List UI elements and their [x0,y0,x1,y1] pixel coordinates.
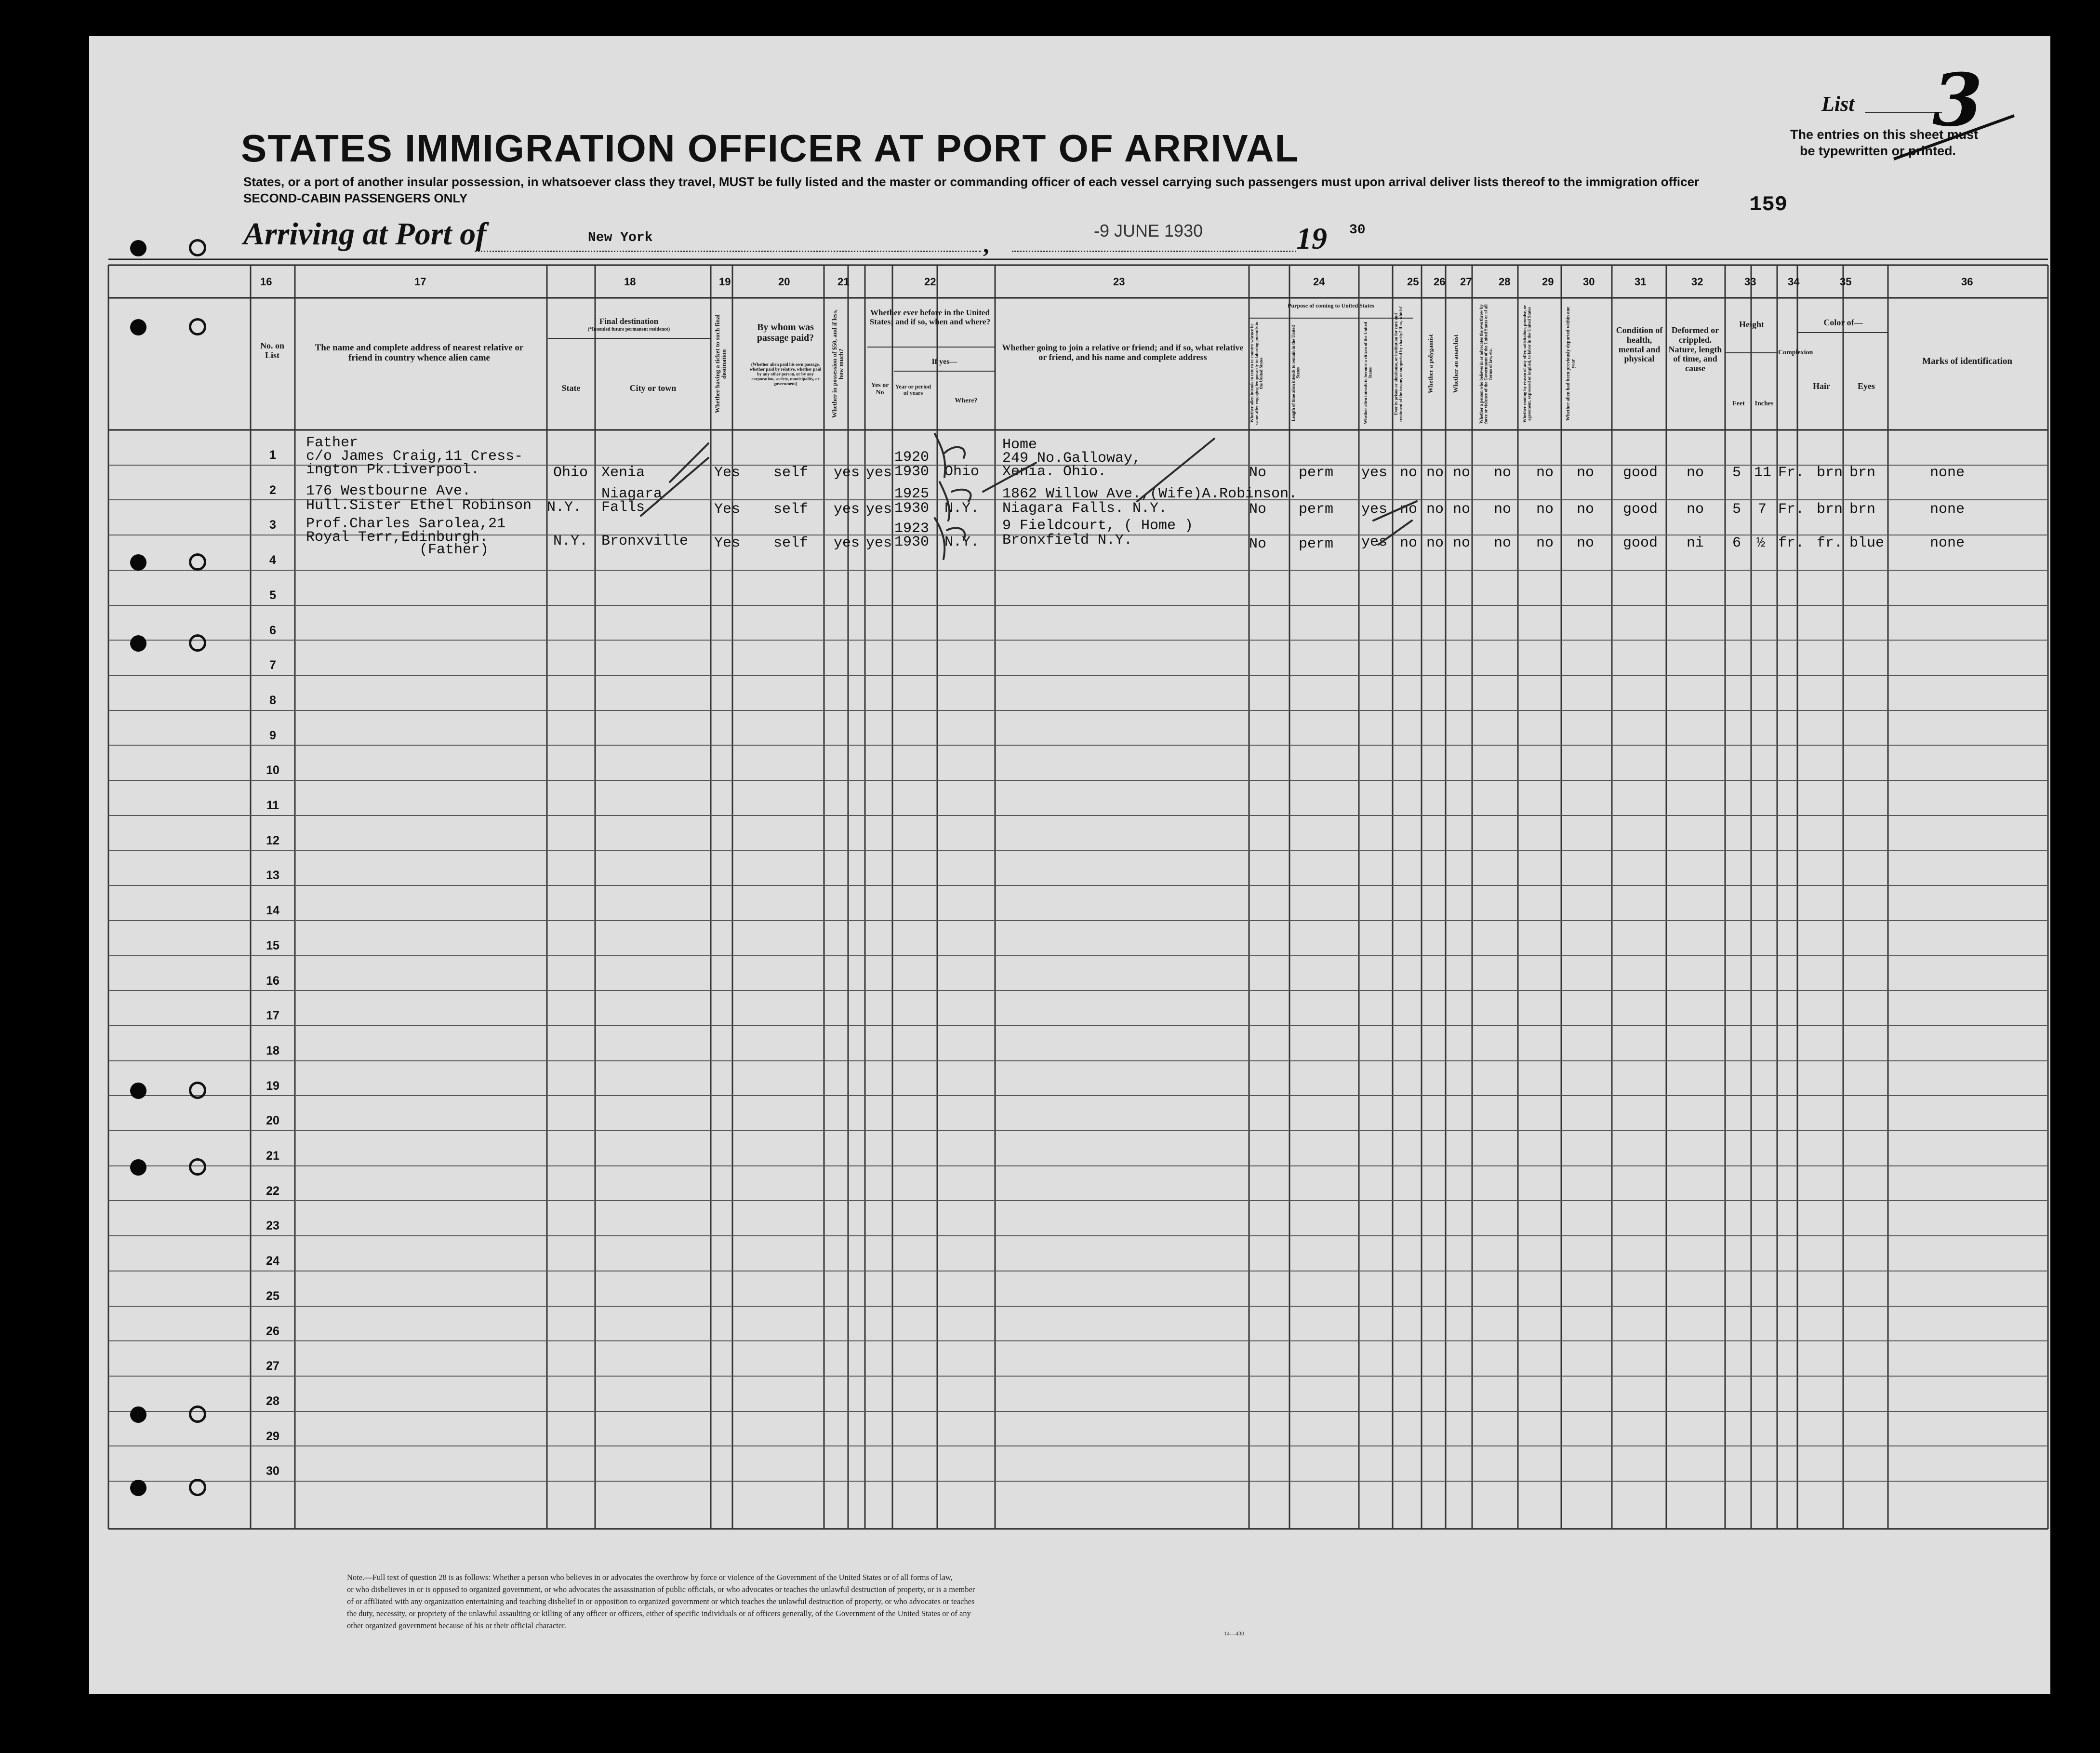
row3-polygamist: no [1426,535,1444,551]
row2-purpose-return: No [1249,501,1267,518]
row1-purpose-citizen: yes [1361,465,1388,481]
header-state: State [561,383,581,393]
row2-join-line1: 1862 Willow Ave.,(Wife)A.Robinson. [1002,486,1298,502]
row3-prison: no [1400,535,1418,551]
row3-state: N.Y. [553,533,588,549]
row1-complexion: Fr. [1778,465,1805,481]
row1-marks: none [1930,465,1965,481]
row-number: 19 [266,1079,279,1093]
row-number: 25 [266,1289,279,1303]
row1-join-line1: Home [1002,437,1037,453]
row3-where: N.Y. [944,534,980,550]
row1-q29: no [1536,465,1554,481]
row-number: 12 [266,834,279,847]
row3-years-from: 1923 [894,521,930,537]
row3-relative-line2: Royal Terr,Edinburgh. [306,529,489,546]
row3-paid-by: self [773,535,809,551]
row1-ticket: Yes [714,465,741,481]
row3-feet: 6 [1732,535,1741,551]
header-inches: Inches [1754,400,1774,407]
row1-prison: no [1400,465,1418,481]
row3-deformed: ni [1687,535,1704,551]
row-number: 11 [266,799,279,812]
row2-health: good [1623,501,1658,518]
header-q29: Whether coming by reason of any offer, solicitation, promise, or agreement, expressed or implied, to labor in the United States [1522,305,1532,423]
row2-relative-line2: Hull.Sister Ethel Robinson [306,497,532,514]
list-label: List [1821,92,1855,116]
row-number: 26 [266,1325,279,1338]
row3-relative-line1: Prof.Charles Sarolea,21 [306,516,506,532]
date-stamp: -9 JUNE 1930 [1094,221,1203,241]
header-polygamist: Whether a polygamist [1427,334,1434,394]
row-number: 8 [269,694,276,707]
header-city: City or town [629,383,677,393]
row3-purpose-return: No [1249,536,1267,552]
header-q30: Whether alien had been previously deported within one year [1566,307,1576,421]
row1-hair: brn [1817,465,1843,481]
row-number: 16 [266,974,279,988]
footer-note [347,1571,975,1632]
instructions-text: States, or a port of another insular possession, in whatsoever class they travel, MUST be fully listed and the master or commanding officer of each vessel carrying such passengers must upon arrival deliver lists thereof to the immigration officer [243,174,1700,189]
row2-eyes: brn [1849,501,1876,518]
row2-years-from: 1925 [894,486,930,502]
col-num-17: 17 [414,276,426,288]
row3-before-yes-no: yes [866,535,892,551]
row1-join-line3: Xenia. Ohio. [1002,464,1107,480]
row-number: 17 [266,1009,279,1022]
row-number: 15 [266,939,279,952]
header-paid-by: By whom was passage paid? [757,322,814,343]
col-num-28: 28 [1499,276,1511,288]
col-num-27: 27 [1460,276,1472,288]
header-year-period: Year or period of years [895,383,931,397]
row2-state: N.Y. [547,499,582,516]
header-fifty-dollars: Whether in possession of $50, and if less, how much? [831,309,845,418]
typewritten-note-2: be typewritten or printed. [1800,144,1956,158]
row3-q30: no [1577,535,1595,551]
row3-marks: none [1930,535,1965,551]
row2-prison: no [1400,501,1418,518]
row-number: 2 [269,483,276,497]
row2-q29: no [1536,501,1554,518]
row3-purpose-length: perm [1299,536,1334,552]
row3-fifty-dollars: yes [834,535,860,551]
row3-inches: ½ [1756,535,1766,551]
row-number: 13 [266,869,279,882]
row3-city: Bronxville [601,533,689,549]
header-nearest-relative: The name and complete address of nearest relative or friend in country whence alien came [315,343,524,363]
row2-q28: no [1494,501,1512,518]
row-number: 29 [266,1430,279,1443]
header-color-of: Color of— [1823,318,1863,327]
header-yes-or-no: Yes or No [871,382,889,397]
row2-fifty-dollars: yes [834,501,860,518]
row-number: 14 [266,904,279,917]
col-num-19: 19 [719,276,731,288]
header-purpose-return: Whether alien intends to return to country whence he came after engaging temporarily in laboring pursuits in the United States [1249,321,1263,425]
header-purpose-length: Length of time alien intends to remain in the United States [1291,325,1301,421]
row3-health: good [1623,535,1658,551]
footer-note-line3: of or affiliated with any organization entertaining and teaching disbelief in or opposition to organized government or which teaches the unlawful destruction of property, or who advocates or teaches [347,1597,975,1606]
typewritten-note-1: The entries on this sheet must [1790,127,1979,142]
row-number: 20 [266,1114,279,1127]
col-num-24: 24 [1313,276,1325,288]
row-number: 27 [266,1359,279,1373]
row-number: 5 [269,589,276,602]
year-suffix: 30 [1349,223,1366,238]
footer-note-line5: other organized government because of his or their official character. [347,1621,566,1630]
col-num-21: 21 [837,276,850,288]
row2-ticket: Yes [714,501,741,518]
header-joining-relative: Whether going to join a relative or friend; and if so, what relative or friend, and his name and complete address [1002,343,1244,362]
page-title: STATES IMMIGRATION OFFICER AT PORT OF ARRIVAL [241,127,1300,170]
header-ticket: Whether having a ticket to such final destination [714,314,728,414]
row1-anarchist: no [1453,465,1471,481]
header-if-yes: If yes— [931,358,957,366]
col-num-33: 33 [1744,276,1756,288]
row1-before-yes-no: yes [866,465,892,481]
port-value: New York [588,230,653,245]
row-number: 18 [266,1044,279,1057]
row2-marks: none [1930,501,1965,518]
row1-paid-by: self [773,465,809,481]
row1-inches: 11 [1754,465,1772,481]
row1-fifty-dollars: yes [834,465,860,481]
row-number: 28 [266,1394,279,1408]
row2-q30: no [1577,501,1595,518]
row1-purpose-return: No [1249,465,1267,481]
row2-anarchist: no [1453,501,1471,518]
row-number: 9 [269,729,276,742]
row1-relative-line3: ington Pk.Liverpool. [306,462,480,478]
header-before-in-us: Whether ever before in the United States; and if so, when and where? [869,308,991,326]
row2-join-line2: Niagara Falls. N.Y. [1002,500,1168,517]
row2-where: N.Y. [944,500,980,517]
header-hair: Hair [1813,381,1830,391]
row2-inches: 7 [1758,501,1767,518]
col-num-22: 22 [924,276,936,288]
row2-city-line1: Niagara [601,486,663,502]
row2-feet: 5 [1732,501,1741,518]
col-num-20: 20 [778,276,790,288]
col-num-30: 30 [1583,276,1595,288]
header-health: Condition of health, mental and physical [1616,325,1663,364]
row2-years-to: 1930 [894,500,930,517]
row1-polygamist: no [1426,465,1444,481]
header-purpose: Purpose of coming to United States [1288,302,1374,309]
col-num-26: 26 [1434,276,1446,288]
row1-q30: no [1577,465,1595,481]
row3-anarchist: no [1453,535,1471,551]
header-height: Height [1739,320,1764,329]
row1-relative-line1: Father [306,435,359,451]
row1-years-from: 1920 [894,449,930,466]
row3-q28: no [1494,535,1512,551]
row3-hair: fr. [1817,535,1843,551]
col-num-23: 23 [1113,276,1125,288]
header-marks: Marks of identification [1922,356,2012,366]
row2-polygamist: no [1426,501,1444,518]
row-number: 30 [266,1464,279,1478]
row1-q28: no [1494,465,1512,481]
header-prison: Ever in prison or almshouse, or institution for care and treatment of the insane, or supported by charity? If so, which? [1394,306,1403,422]
row1-years-to: 1930 [894,464,930,480]
row3-eyes: blue [1849,535,1885,551]
header-feet: Feet [1732,400,1745,407]
header-q28: Whether a person who believes in or advocates the overthrow by force or violence of the Government of the United States or of all forms of law, etc. [1479,304,1493,424]
header-final-destination-note: (*Intended future permanent residence) [587,327,670,332]
arriving-label: Arriving at Port of [243,216,487,252]
header-no-on-list: No. on List [260,341,284,360]
row2-deformed: no [1687,501,1704,518]
row2-purpose-length: perm [1299,501,1334,518]
row2-complexion: Fr. [1778,501,1805,518]
row1-join-line2: 249 No.Galloway, [1002,450,1142,467]
col-num-29: 29 [1542,276,1554,288]
footer-note-line1: Note.—Full text of question 28 is as follows: Whether a person who believes in or advocates the overthrow by force or violence of the Government of the United States or of all forms of law, [347,1573,953,1582]
col-num-35: 35 [1840,276,1852,288]
header-deformed: Deformed or crippled. Nature, length of time, and cause [1668,325,1722,374]
row1-feet: 5 [1732,465,1741,481]
row2-city: Falls [601,499,645,516]
cabin-class-label: SECOND-CABIN PASSENGERS ONLY [243,191,468,205]
row-number: 24 [266,1254,279,1268]
row-number: 4 [269,553,276,567]
row1-deformed: no [1687,465,1704,481]
row-number: 1 [269,448,276,462]
footer-note-line4: the duty, necessity, or propriety of the unlawful assaulting or killing of any officer or officers, either of specific individuals or of officers generally, of the Government of the United States or of any [347,1609,971,1618]
row3-q29: no [1536,535,1554,551]
row3-ticket: Yes [714,535,741,551]
col-num-34: 34 [1788,276,1800,288]
header-eyes: Eyes [1858,381,1875,391]
row1-purpose-length: perm [1299,465,1334,481]
row2-relative-line1: 176 Westbourne Ave. [306,483,471,499]
row1-city: Xenia [601,465,645,481]
header-complexion: Complexion [1778,349,1813,356]
row-number: 22 [266,1184,279,1198]
col-num-31: 31 [1635,276,1647,288]
row2-hair: brn [1817,501,1843,518]
row-number: 23 [266,1219,279,1232]
row1-where: Ohio [944,464,980,480]
row-number: 10 [266,763,279,777]
row3-join-line2: Bronxfield N.Y. [1002,532,1133,549]
row3-purpose-citizen: yes [1361,534,1388,550]
row3-years-to: 1930 [894,534,930,550]
row1-health: good [1623,465,1658,481]
row2-before-yes-no: yes [866,501,892,518]
row-number: 6 [269,624,276,637]
page-number: 159 [1749,193,1788,217]
row3-complexion: fr. [1778,535,1805,551]
row2-paid-by: self [773,501,809,518]
row-number: 3 [269,518,276,532]
year-prefix: 19 [1296,221,1327,255]
header-where: Where? [955,397,978,404]
form-number: 14—430 [1224,1630,1244,1637]
footer-note-line2: or who disbelieves in or is opposed to organized government, or who advocates the assassination of public officials, or who advocates or teaches the unlawful destruction of property, or is a member [347,1585,975,1594]
header-final-destination: Final destination [599,317,659,326]
row1-relative-line2: c/o James Craig,11 Cress- [306,448,523,465]
row3-join-line1: 9 Fieldcourt, ( Home ) [1002,518,1194,534]
row-number: 7 [269,658,276,672]
document-scan: STATES IMMIGRATION OFFICER AT PORT OF ARRIVAL States, or a port of another insular possession, in whatsoever class they travel, MUST be fully listed and the master or commanding officer of each vessel carrying such passengers must upon arrival deliver lists thereof to the immigration officer SECOND-CABIN PASSENGERS ONLY List 3 The entries on this sheet must be typewritten or printed. 159 Arriving at Port of New York , -9 JUNE 1930 19 30 16 17 18 19 20 21 22 23 24 25 26 27 28 29 30 31 32 33 34 35 36 No. on List The name and complete address of nearest relative or friend in country whence alien came Final destination (*Intended future permanent residence) State City or town Whether having a ticket to such final destination By whom was passage paid? (Whether alien paid his own passage, whether paid by relative, whether paid by any other person, or by any corporation, society, municipality, or government) Whether in possession of $50, and if less, how much? Whether ever before in the United States; and if so, when and where? Yes or No If yes— Year or period of years Where? Whether going to join a relative or friend; and if so, what relative or friend, and his name and complete address Purpose of coming to United States Whether alien intends to return to country whence he came after engaging temporarily in laboring pursuits in the United States Length of time alien intends to remain in the United States Whether alien intends to become a citizen of the United States Ever in prison or almshouse, or institution for care and treatment of the insane, or supported by charity? If so, which? Whether a polygamist Whether an anarchist Whether a person who believes in or advocates the overthrow by force or violence of the Government of the United States or of all forms of law, etc. Whether coming by reason of any offer, solicitation, promise, or agreement, expressed or implied, to labor in the United States Whether alien had been previously deported within one year Condition of health, mental and physical Deformed or crippled. Nature, length of time, and cause Height Feet Inches Complexion Color of— Hair Eyes Marks of identification 1 2 3 4 5 6 7 8 9 10 11 12 13 14 15 16 17 18 19 20 21 22 23 24 25 26 27 28 29 30 Father c/o James Craig,11 Cress- ington Pk.Liverpool. Ohio Xenia Yes self yes yes 1920 1930 Ohio Home 249 No.Galloway, Xenia. Ohio. No perm yes no no no no no no good no 5 11 Fr. brn brn none 176 Westbourne Ave. Hull.Sister Ethel Robinson N.Y. Niagara Falls Yes self yes yes 1925 1930 N.Y. 1862 Willow Ave.,(Wife)A.Robinson. Niagara Falls. N.Y. No perm yes no no no no no no good no 5 7 Fr. brn brn none Prof.Charles Sarolea,21 Royal Terr,Edinburgh. (Father) N.Y. Bronxville Yes self yes yes 1923 1930 N.Y. 9 Fieldcourt, ( Home ) Bronxfield N.Y. No perm yes no no no no no no good ni 6 ½ fr. fr. blue none Note.—Full text of question 28 is as follows: Whether a person who believes in or advocates the overthrow by force or violence of the Government of the United States or of all forms of law, or who disbelieves in or is opposed to organized government, or who advocates the assassination of public officials, or who advocates or teaches the unlawful destruction of property, or is a member of or affiliated with any organization entertaining and teaching disbelief in or opposition to organized government or which teaches the unlawful destruction of property, or who advocates or teaches the duty, necessity, or propriety of the unlawful assaulting or killing of any officer or officers, either of specific individuals or of officers generally, of the Government of the United States or of any other organized government because of his or their official character. 14—430 [0,0,2100,1753]
col-num-32: 32 [1691,276,1703,288]
header-purpose-citizen: Whether alien intends to become a citizen of the United States [1363,321,1373,425]
header-anarchist: Whether an anarchist [1452,335,1459,393]
col-num-18: 18 [624,276,636,288]
col-num-36: 36 [1961,276,1973,288]
list-number: 3 [1932,58,1983,143]
row1-eyes: brn [1849,465,1876,481]
row2-purpose-citizen: yes [1361,501,1388,518]
row1-state: Ohio [553,465,588,481]
col-num-16: 16 [260,276,272,288]
col-num-25: 25 [1407,276,1419,288]
header-paid-by-note: (Whether alien paid his own passage, whether paid by relative, whether paid by any other person, or by any corporation, society, municipality, or government) [749,362,822,386]
row3-relative-line3: (Father) [419,542,489,558]
row-number: 21 [266,1149,279,1163]
